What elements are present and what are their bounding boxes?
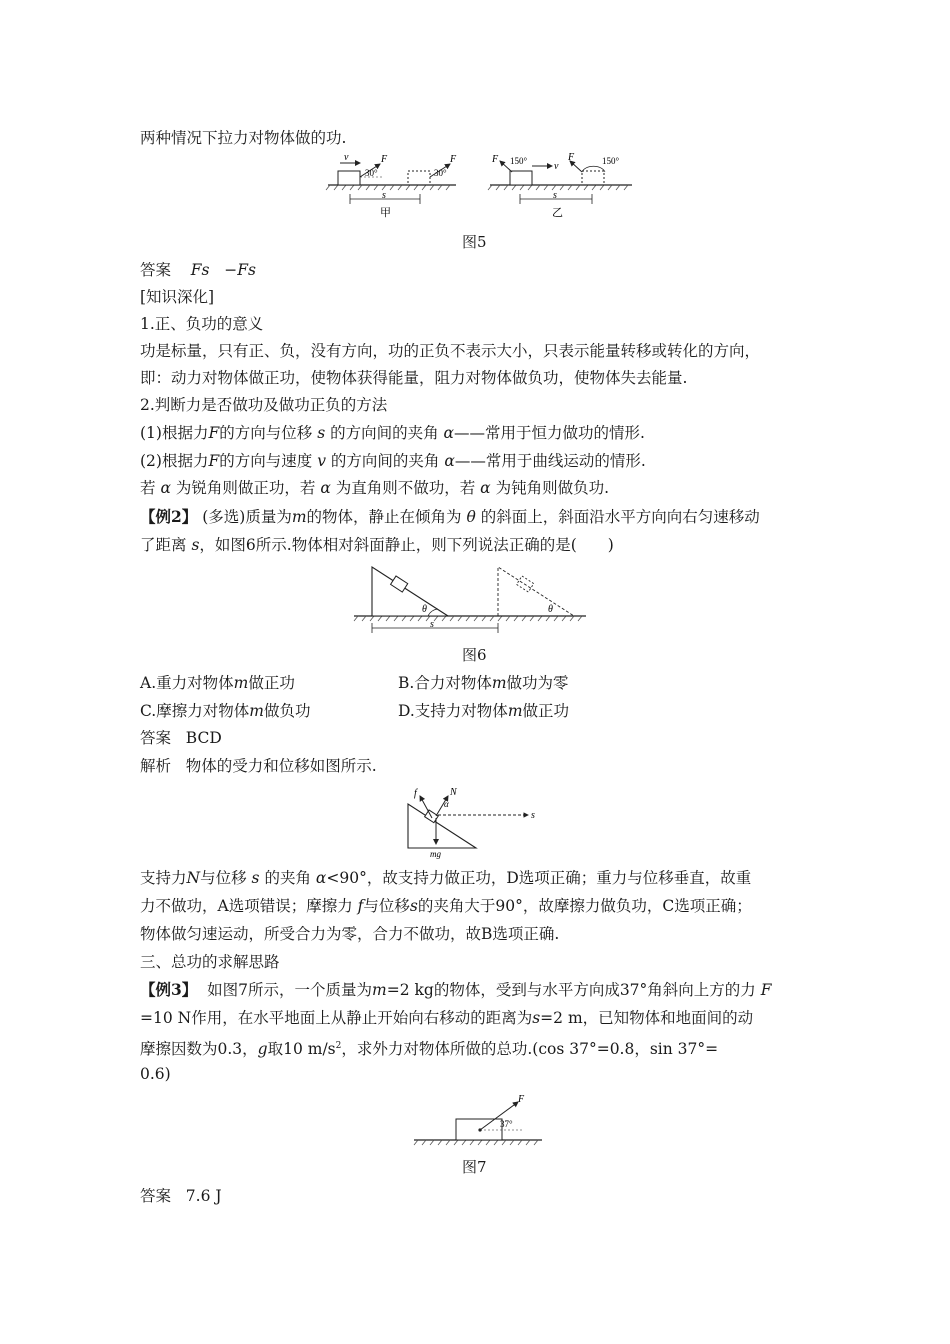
example3-line2: [140, 1008, 753, 1028]
exp2-c: 的夹角大于90°，故摩擦力做负功，C选项正确；: [417, 897, 752, 915]
m1-c: 的方向间的夹角: [330, 424, 439, 442]
ex2-analysis-label: 解析: [140, 757, 172, 775]
fig7-F: F: [518, 1094, 525, 1105]
ex2-l1-a: (多选)质量为: [202, 508, 292, 526]
rule-b: 为锐角则做正功，若: [175, 479, 316, 497]
ex3-answer-value: 7.6 J: [185, 1187, 222, 1205]
m1-F: F: [208, 424, 220, 442]
fig5-jia-ground: [326, 185, 456, 190]
option-C: [140, 701, 310, 721]
fig6-caption: 图6: [462, 646, 487, 664]
fig7-ground: [414, 1140, 542, 1145]
optA-m: m: [233, 674, 249, 692]
optA-b: 做正功: [248, 674, 295, 692]
m2-alpha: α: [444, 452, 455, 470]
ex2-l1-b: 的物体，静止在倾角为: [306, 508, 462, 526]
fig6-theta2: θ: [548, 604, 553, 615]
ex3-l1-a: 如图7所示，一个质量为: [207, 981, 373, 999]
fig6-theta: θ: [422, 604, 427, 615]
example3-line1: [140, 980, 772, 1000]
fig5-yi-block-moved: [582, 171, 604, 185]
ex2-l1-theta: θ: [466, 508, 476, 526]
exp1-a: 支持力: [140, 869, 187, 887]
rule-alpha3: α: [480, 479, 491, 497]
exp2-b: 与位移: [363, 897, 410, 915]
figure-6: [350, 562, 590, 640]
optC-m: m: [249, 702, 264, 720]
optA-a: A.重力对物体: [140, 674, 234, 692]
m1-alpha: α: [443, 424, 455, 442]
ex3-l3-a: 摩擦因数为0.3，: [140, 1040, 258, 1059]
example3-line3: [140, 1036, 718, 1059]
point1-body1: 功是标量，只有正、负，没有方向，功的正负不表示大小，只表示能量转移或转化的方向，: [140, 342, 761, 360]
fig5-yi-label: 乙: [552, 207, 563, 219]
optD-m: m: [507, 702, 523, 720]
example2-analysis: [140, 756, 377, 776]
exp1-c: 的夹角: [264, 869, 311, 887]
fbd-alpha: α: [444, 799, 449, 809]
option-B: [398, 673, 569, 693]
m2-a: (2)根据力: [140, 452, 209, 470]
fig5-yi-F2: F: [568, 152, 575, 163]
option-A: [140, 673, 295, 693]
option-D: [398, 701, 569, 721]
ex3-l1-m: m: [372, 981, 387, 999]
fig5-yi-arc: [582, 166, 605, 172]
rule-alpha1: α: [160, 479, 171, 497]
fig5-yi-angle2: 150°: [602, 156, 620, 166]
exp2-f: f: [357, 897, 364, 915]
rule-d: 为钝角则做负功.: [495, 479, 610, 497]
exp1-b: 与位移: [200, 869, 247, 887]
ex2-l2-s: s: [191, 536, 200, 554]
exp2-s: s: [409, 897, 418, 915]
ex3-l3-c: ，求外力对物体所做的总功.(cos 37°=0.8，sin 37°=: [341, 1040, 719, 1059]
fig6-incline-moved: [498, 567, 574, 616]
fbd-incline: [408, 804, 476, 848]
fig6-s: s: [430, 619, 434, 630]
example3-line4: 0.6): [140, 1065, 171, 1083]
exp1-alpha: α: [315, 869, 327, 887]
answer1-p2: −Fs: [224, 261, 256, 279]
optB-a: B.合力对物体: [398, 674, 492, 692]
optD-b: 做正功: [522, 702, 570, 720]
ex2-analysis-text: 物体的受力和位移如图所示.: [185, 757, 377, 775]
exp1-s: s: [251, 869, 260, 887]
fbd-mg: mg: [430, 849, 441, 859]
optC-a: C.摩擦力对物体: [140, 702, 250, 720]
ex3-l2-s: s: [532, 1009, 541, 1027]
fig5-yi-ground: [488, 185, 632, 190]
fig5-jia-block-moved: [408, 171, 430, 185]
m2-c: 的方向间的夹角: [330, 452, 440, 470]
fig7-caption: 图7: [462, 1158, 487, 1176]
ex2-l1-c: 的斜面上，斜面沿水平方向向右匀速移动: [480, 508, 760, 526]
answer1: [140, 260, 256, 280]
point1-body2: 即：动力对物体做正功，使物体获得能量，阻力对物体做负功，使物体失去能量.: [140, 369, 688, 387]
fbd-f: f: [414, 788, 417, 799]
point1-title: 1.正、负功的意义: [140, 315, 264, 333]
answer1-label: 答案: [140, 261, 172, 279]
fig5-jia-angle: 30°: [365, 168, 378, 178]
point2-method2: [140, 451, 646, 471]
fig5-caption: 图5: [462, 233, 487, 251]
ex2-l1-m: m: [291, 508, 307, 526]
m1-a: (1)根据力: [140, 424, 209, 442]
m2-v: v: [317, 452, 326, 470]
explanation-line3: 物体做匀速运动，所受合力为零，合力不做功，故B选项正确.: [140, 925, 560, 943]
fig5-jia-v: v: [344, 152, 349, 163]
m2-d: ——常用于曲线运动的情形.: [454, 452, 646, 470]
fig5-yi-block: [510, 171, 532, 185]
explanation-line2: [140, 896, 752, 916]
ex2-answer-value: BCD: [185, 729, 222, 747]
m2-b: 的方向与速度: [219, 452, 313, 470]
intro-text: 两种情况下拉力对物体做的功.: [140, 129, 347, 147]
optB-m: m: [491, 674, 507, 692]
ex3-l1-b: =2 kg的物体，受到与水平方向成37°角斜向上方的力: [386, 981, 756, 999]
point2-rule: [140, 478, 609, 498]
exp1-N: N: [186, 869, 201, 887]
example2-tag: 【例2】: [140, 507, 198, 526]
m1-d: ——常用于恒力做功的情形.: [454, 424, 645, 442]
fig5-yi-angle: 150°: [510, 156, 528, 166]
fig6-ground: [354, 616, 586, 621]
optB-b: 做功为零: [506, 674, 569, 692]
example2-answer: [140, 728, 222, 748]
fig7-angle: 37°: [500, 1119, 513, 1129]
point2-method1: [140, 423, 645, 443]
ex2-answer-label: 答案: [140, 729, 172, 747]
fig5-jia-F: F: [381, 154, 388, 165]
fbd-s: s: [531, 810, 535, 821]
ex3-l3-b: 取10 m/s: [267, 1040, 336, 1059]
ex3-l3-sup: 2: [335, 1041, 342, 1051]
m2-F: F: [208, 452, 220, 470]
fig5-jia-label: 甲: [380, 207, 391, 219]
example2-line1: [140, 507, 760, 527]
rule-alpha2: α: [320, 479, 331, 497]
fig5-jia-angle2: 30°: [434, 168, 447, 178]
example3-answer: [140, 1186, 222, 1206]
m1-s: s: [317, 424, 326, 442]
ex2-l2-b: ，如图6所示.物体相对斜面静止，则下列说法正确的是( ): [199, 536, 614, 554]
m1-b: 的方向与位移: [219, 424, 313, 442]
optD-a: D.支持力对物体: [398, 702, 508, 720]
fbd-N: N: [450, 787, 457, 798]
figure-5: [320, 150, 640, 225]
optC-b: 做负功: [263, 702, 311, 720]
fig5-yi-v: v: [554, 161, 559, 172]
fig5-jia-s: s: [382, 190, 386, 201]
fig5-yi-F: F: [492, 154, 499, 165]
exp1-d: <90°，故支持力做正功，D选项正确；重力与位移垂直，故重: [326, 869, 752, 887]
ex3-answer-label: 答案: [140, 1187, 172, 1205]
figure-7: [410, 1092, 550, 1152]
ex2-l2-a: 了距离: [140, 536, 187, 554]
example2-line2: [140, 535, 614, 555]
fig5-yi-s: s: [553, 190, 557, 201]
ex3-l2-b: =2 m，已知物体和地面间的动: [540, 1009, 754, 1027]
rule-a: 若: [140, 479, 156, 497]
ex3-l3-g: g: [257, 1040, 268, 1059]
exp2-a: 力不做功，A选项错误；摩擦力: [140, 897, 353, 915]
ex3-l1-F: F: [760, 981, 772, 999]
example3-tag: 【例3】: [140, 980, 198, 999]
answer1-p1: Fs: [190, 261, 210, 279]
ex3-l2-a: =10 N作用，在水平地面上从静止开始向右移动的距离为: [140, 1009, 533, 1027]
free-body-diagram: [388, 782, 548, 862]
fig6-incline: [372, 567, 448, 616]
rule-c: 为直角则不做功，若: [335, 479, 476, 497]
point2-title: 2.判断力是否做功及做功正负的方法: [140, 396, 388, 414]
section-tag: [知识深化]: [140, 288, 215, 306]
fig5-jia-block: [338, 171, 360, 185]
explanation-line1: [140, 868, 751, 888]
fig5-jia-F2: F: [450, 154, 457, 165]
section3-title: 三、总功的求解思路: [140, 953, 280, 971]
